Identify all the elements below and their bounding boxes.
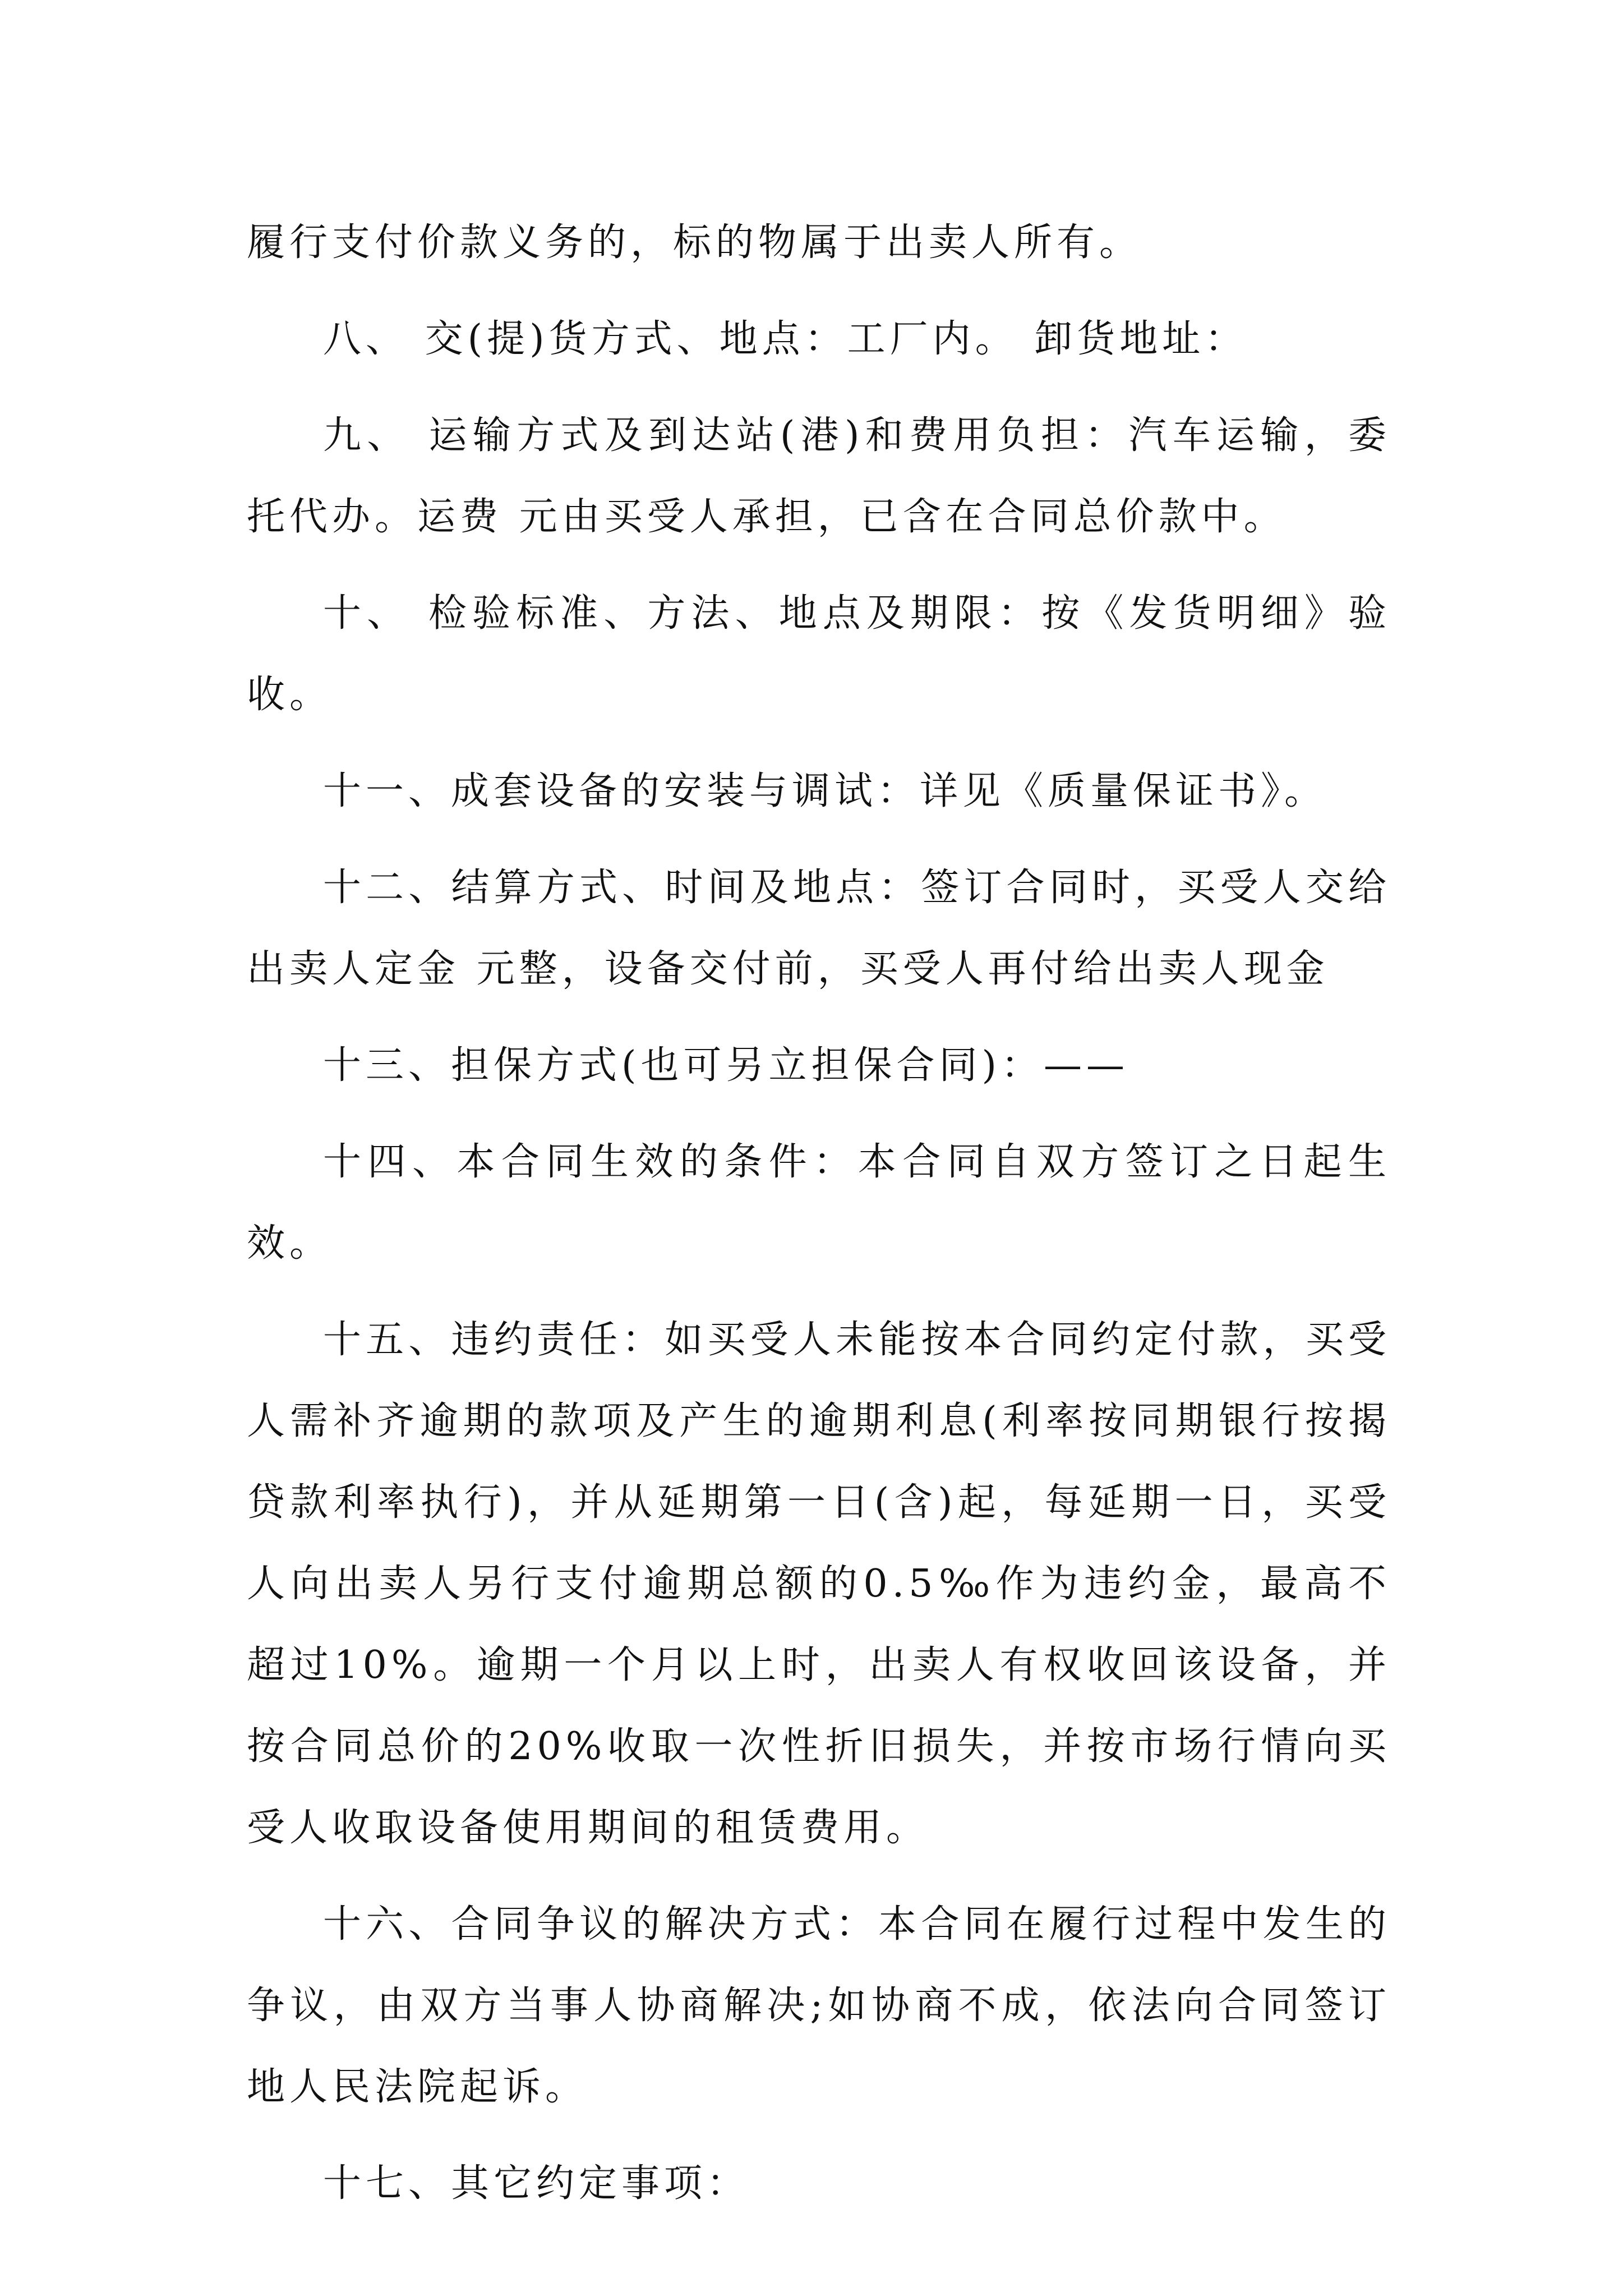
paragraph-clause-16: 十六、合同争议的解决方式：本合同在履行过程中发生的争议，由双方当事人协商解决;如协商不成，依法向合同签订地人民法院起诉。 xyxy=(247,1902,1391,2109)
paragraph-clause-17: 十七、其它约定事项： xyxy=(323,2161,750,2206)
document-body xyxy=(247,202,1391,2239)
paragraph-clause-9: 九、 运输方式及到达站(港)和费用负担：汽车运输，委托代办。运费 元由买受人承担，已含在合同总价款中。 xyxy=(247,413,1391,539)
paragraph-clause-10: 十、 检验标准、方法、地点及期限：按《发货明细》验收。 xyxy=(247,591,1391,717)
paragraph-clause-15: 十五、违约责任：如买受人未能按本合同约定付款，买受人需补齐逾期的款项及产生的逾期利息(利率按同期银行按揭贷款利率执行)，并从延期第一日(含)起，每延期一日，买受人向出卖人另行支付逾期总额的0.5‰作为违约金，最高不超过10%。逾期一个月以上时，出卖人有权收回该设备，并按合同总价的20%收取一次性折旧损失，并按市场行情向买受人收取设备使用期间的租赁费用。 xyxy=(247,1318,1391,1850)
paragraph-clause-8: 八、 交(提)货方式、地点：工厂内。 卸货地址： xyxy=(323,317,1248,361)
paragraph-clause-14: 十四、本合同生效的条件：本合同自双方签订之日起生效。 xyxy=(247,1140,1391,1266)
paragraph-clause-11: 十一、成套设备的安装与调试：详见《质量保证书》。 xyxy=(323,769,1327,813)
paragraph-clause-13: 十三、担保方式(也可另立担保合同)：—— xyxy=(323,1043,1129,1088)
paragraph-clause-12: 十二、结算方式、时间及地点：签订合同时，买受人交给出卖人定金 元整，设备交付前，买受人再付给出卖人现金 xyxy=(247,866,1391,991)
paragraph-continuation: 履行支付价款义务的，标的物属于出卖人所有。 xyxy=(247,220,1142,265)
